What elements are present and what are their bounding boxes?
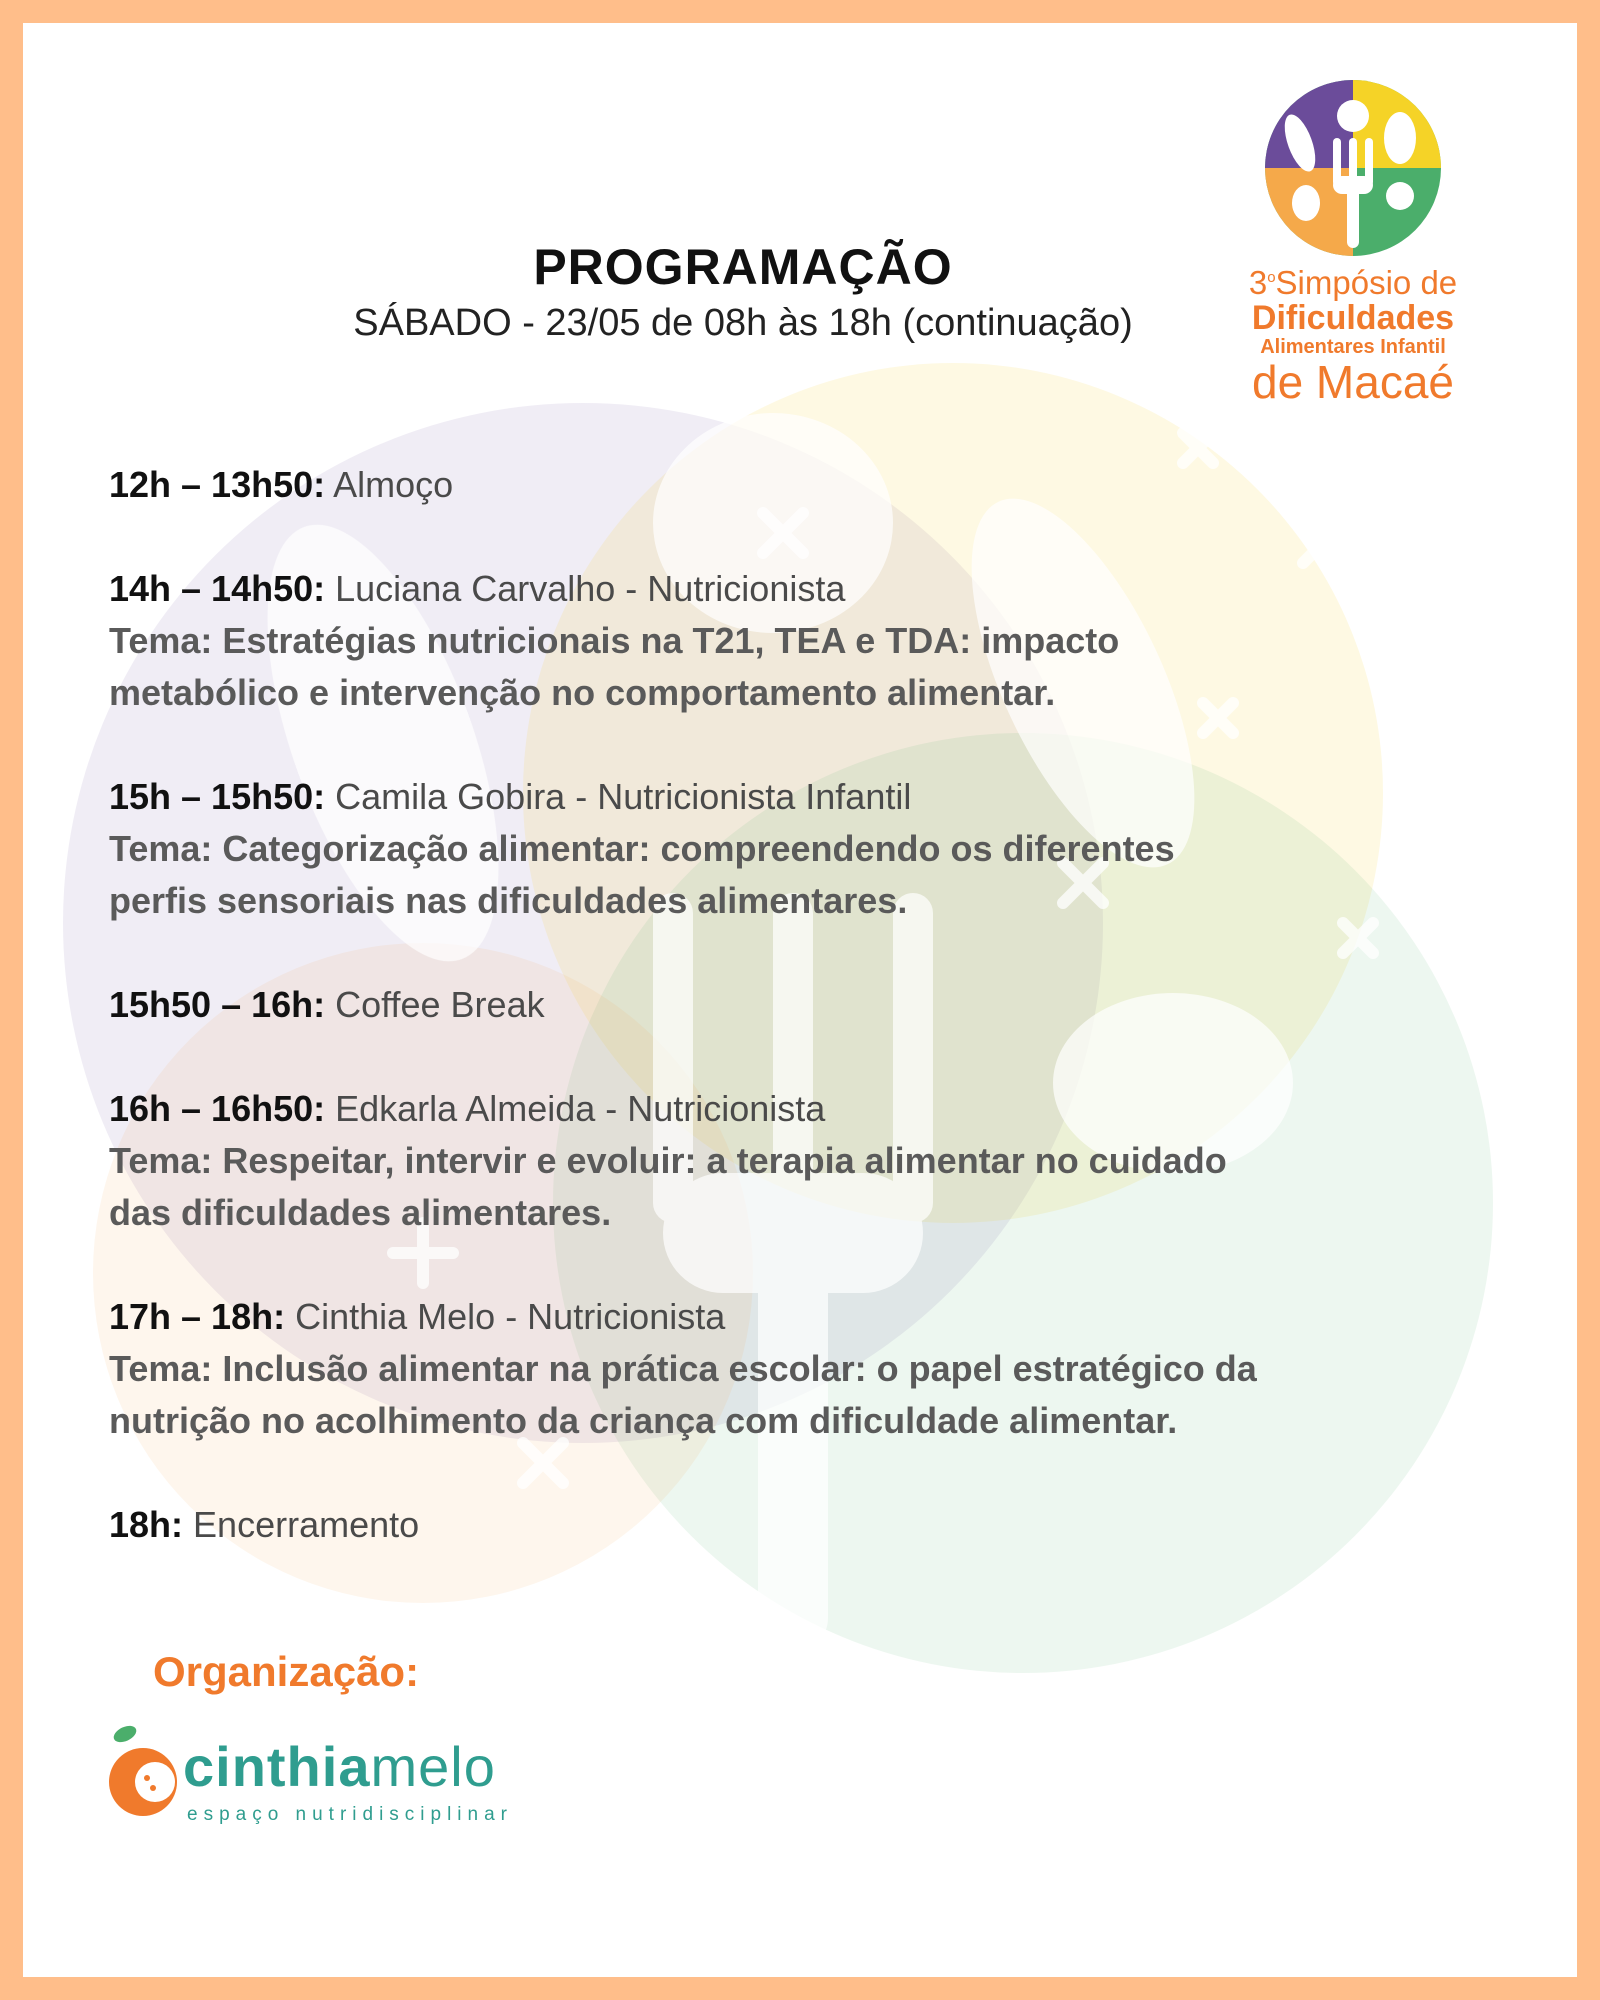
organization-logo [103, 1720, 543, 1830]
schedule-description: Coffee Break [325, 984, 545, 1025]
schedule-heading [109, 563, 1489, 615]
schedule-heading [109, 979, 1489, 1031]
schedule-theme-line: metabólico e intervenção no comportamento alimentar. [109, 672, 1056, 713]
page-title: PROGRAMAÇÃO [533, 239, 953, 295]
schedule-item [109, 979, 1489, 1031]
schedule-item [109, 563, 1489, 719]
header [203, 238, 1283, 345]
organization-name: cinthiamelo [183, 1735, 496, 1798]
schedule-time: 17h – 18h: [109, 1296, 286, 1337]
schedule-heading [109, 1291, 1489, 1343]
event-logo-line1: 3$^o$Simpósio de [1248, 264, 1458, 301]
schedule-time: 15h50 – 16h: [109, 984, 326, 1025]
schedule-theme-line: Tema: Respeitar, intervir e evoluir: a terapia alimentar no cuidado [109, 1140, 1227, 1181]
schedule-item [109, 459, 1489, 511]
event-logo-line3: Alimentares Infantil [1260, 336, 1446, 358]
event-logo-line4: de Macaé [1251, 356, 1454, 408]
schedule-theme-line: perfis sensoriais nas dificuldades alimentares. [109, 880, 908, 921]
schedule-time: 16h – 16h50: [109, 1088, 326, 1129]
schedule-theme-line: nutrição no acolhimento da criança com dificuldade alimentar. [109, 1400, 1178, 1441]
schedule-time: 18h: [109, 1504, 184, 1545]
schedule-time: 15h – 15h50: [109, 776, 326, 817]
orange-fruit-icon [103, 1720, 179, 1830]
schedule-item [109, 1291, 1489, 1447]
organization-section [153, 1648, 513, 1825]
schedule-list [109, 459, 1489, 1603]
page-subtitle: SÁBADO - 23/05 de 08h às 18h (continuação) [353, 302, 1133, 344]
schedule-description: Encerramento [183, 1504, 420, 1545]
event-emblem-icon [1260, 78, 1446, 258]
schedule-theme-line: Tema: Categorização alimentar: compreendendo os diferentes [109, 828, 1175, 869]
schedule-heading [109, 459, 1489, 511]
event-logo-line2: Dificuldades [1251, 299, 1455, 337]
schedule-description: Almoço [325, 464, 454, 505]
organization-tagline: espaço nutridisciplinar [187, 1804, 513, 1825]
schedule-heading [109, 771, 1489, 823]
schedule-item [109, 1083, 1489, 1239]
schedule-theme-line: das dificuldades alimentares. [109, 1192, 612, 1233]
organization-label: Organização: [153, 1648, 420, 1695]
schedule-description: Edkarla Almeida - Nutricionista [325, 1088, 826, 1129]
schedule-time: 14h – 14h50: [109, 568, 326, 609]
schedule-description: Camila Gobira - Nutricionista Infantil [325, 776, 912, 817]
schedule-item [109, 771, 1489, 927]
schedule-heading [109, 1499, 1489, 1551]
schedule-item [109, 1499, 1489, 1551]
schedule-theme-line: Tema: Estratégias nutricionais na T21, TEA e TDA: impacto [109, 620, 1120, 661]
schedule-description: Luciana Carvalho - Nutricionista [325, 568, 846, 609]
schedule-time: 12h – 13h50: [109, 464, 326, 505]
program-page [23, 23, 1577, 1977]
schedule-description: Cinthia Melo - Nutricionista [285, 1296, 726, 1337]
schedule-theme-line: Tema: Inclusão alimentar na prática escolar: o papel estratégico da [109, 1348, 1257, 1389]
schedule-heading [109, 1083, 1489, 1135]
